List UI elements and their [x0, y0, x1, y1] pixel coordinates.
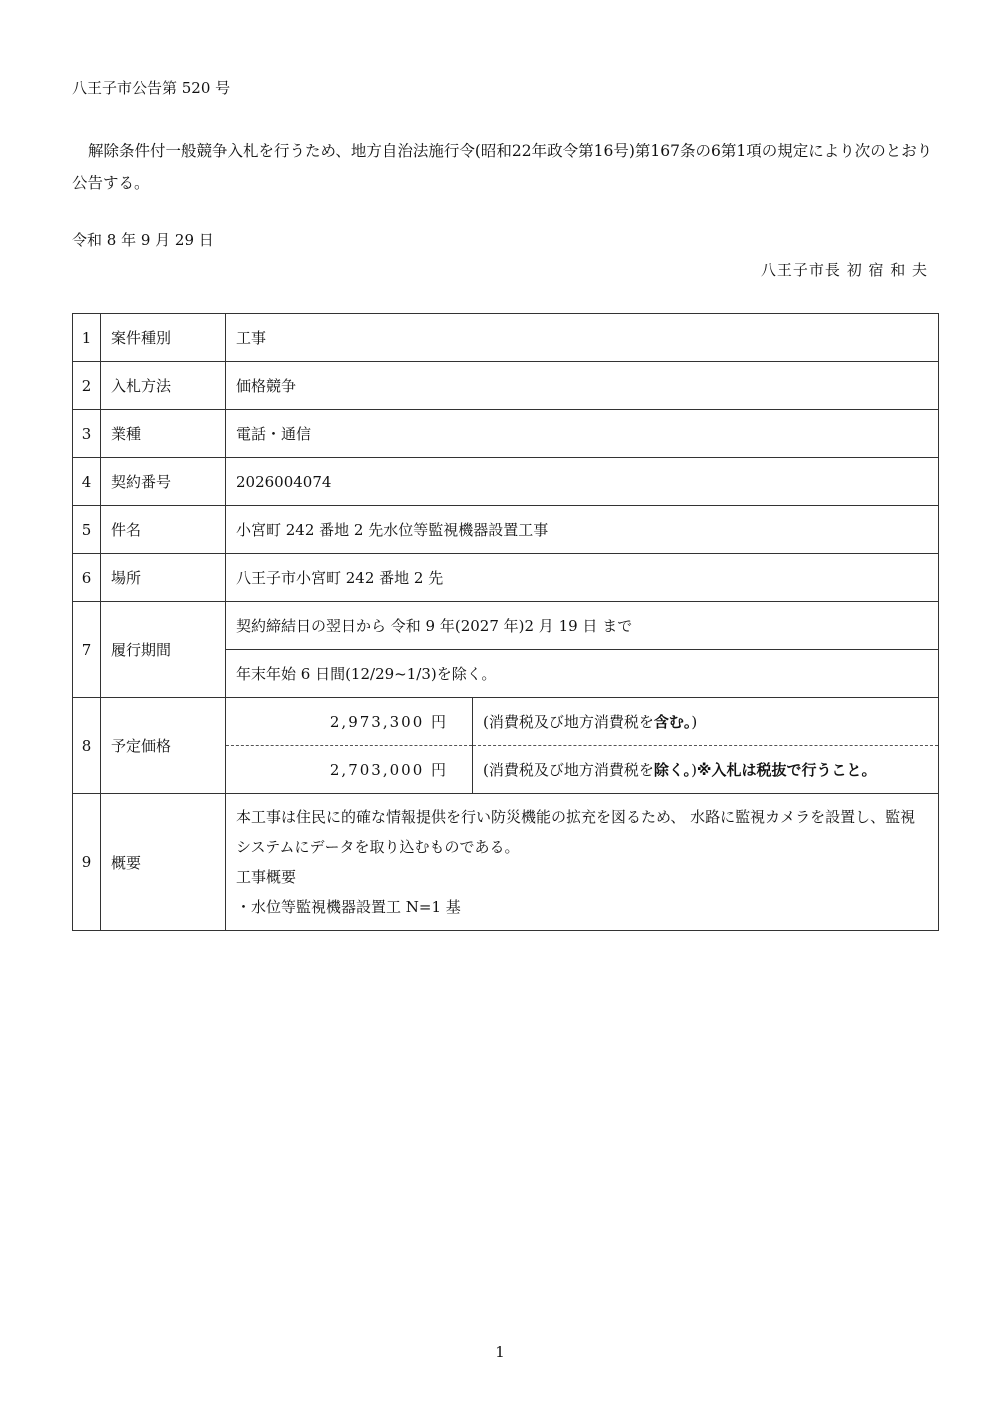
notice-date: 令和 8 年 9 月 29 日 [72, 231, 214, 249]
row-number: 6 [73, 554, 101, 602]
row-value: 八王子市小宮町 242 番地 2 先 [226, 554, 939, 602]
period-line-2: 年末年始 6 日間(12/29~1/3)を除く。 [226, 650, 939, 698]
row-number: 2 [73, 362, 101, 410]
row-value: 工事 [226, 314, 939, 362]
price-excl-note [473, 746, 939, 794]
row-label: 案件種別 [101, 314, 226, 362]
row-label: 予定価格 [101, 698, 226, 794]
table-row [73, 410, 939, 458]
table-row [73, 362, 939, 410]
bid-details-table [72, 313, 939, 931]
note-text: (消費税及び地方消費税を [483, 713, 654, 731]
price-excl-tax: 2,703,000 円 [226, 746, 473, 794]
table-row-overview [73, 794, 939, 931]
note-bold: 除く。 [653, 761, 692, 779]
row-number: 7 [73, 602, 101, 698]
row-label: 業種 [101, 410, 226, 458]
intro-paragraph [72, 135, 942, 199]
row-value: 価格競争 [226, 362, 939, 410]
overview-cell [226, 794, 939, 931]
row-number: 5 [73, 506, 101, 554]
table-row [73, 506, 939, 554]
row-number: 8 [73, 698, 101, 794]
row-number: 4 [73, 458, 101, 506]
table-row [73, 314, 939, 362]
table-row-price [73, 698, 939, 746]
row-number: 9 [73, 794, 101, 931]
price-incl-note [473, 698, 939, 746]
mayor-signature: 八王子市長 初 宿 和 夫 [760, 261, 928, 279]
overview-line-1: 本工事は住民に的確な情報提供を行い防災機能の拡充を図るため、 水路に監視カメラを設置し、監視システムにデータを取り込むものである。 [236, 808, 916, 856]
row-value: 小宮町 242 番地 2 先水位等監視機器設置工事 [226, 506, 939, 554]
row-label: 履行期間 [101, 602, 226, 698]
row-number: 1 [73, 314, 101, 362]
table-row [73, 554, 939, 602]
row-label: 入札方法 [101, 362, 226, 410]
intro-text: 解除条件付一般競争入札を行うため、地方自治法施行令(昭和22年政令第16号)第167条の6第1項の規定により次のとおり公告する。 [72, 142, 933, 192]
price-incl-tax: 2,973,300 円 [226, 698, 473, 746]
overview-line-3: ・水位等監視機器設置工 N=1 基 [236, 898, 461, 916]
page-number: 1 [495, 1343, 505, 1361]
note-bold-extra: ※入札は税抜で行うこと。 [696, 761, 877, 779]
row-value: 電話・通信 [226, 410, 939, 458]
row-label: 契約番号 [101, 458, 226, 506]
notice-number: 八王子市公告第 520 号 [72, 79, 231, 97]
note-text: (消費税及び地方消費税を [483, 761, 654, 779]
table-row-period [73, 602, 939, 650]
period-line-1: 契約締結日の翌日から 令和 9 年(2027 年)2 月 19 日 まで [226, 602, 939, 650]
note-text: ) [691, 761, 697, 779]
row-label: 件名 [101, 506, 226, 554]
row-number: 3 [73, 410, 101, 458]
row-label: 場所 [101, 554, 226, 602]
row-value: 2026004074 [226, 458, 939, 506]
table-row [73, 458, 939, 506]
note-bold: 含む。 [653, 713, 692, 731]
overview-line-2: 工事概要 [236, 868, 297, 886]
row-label: 概要 [101, 794, 226, 931]
note-text: ) [691, 713, 698, 731]
